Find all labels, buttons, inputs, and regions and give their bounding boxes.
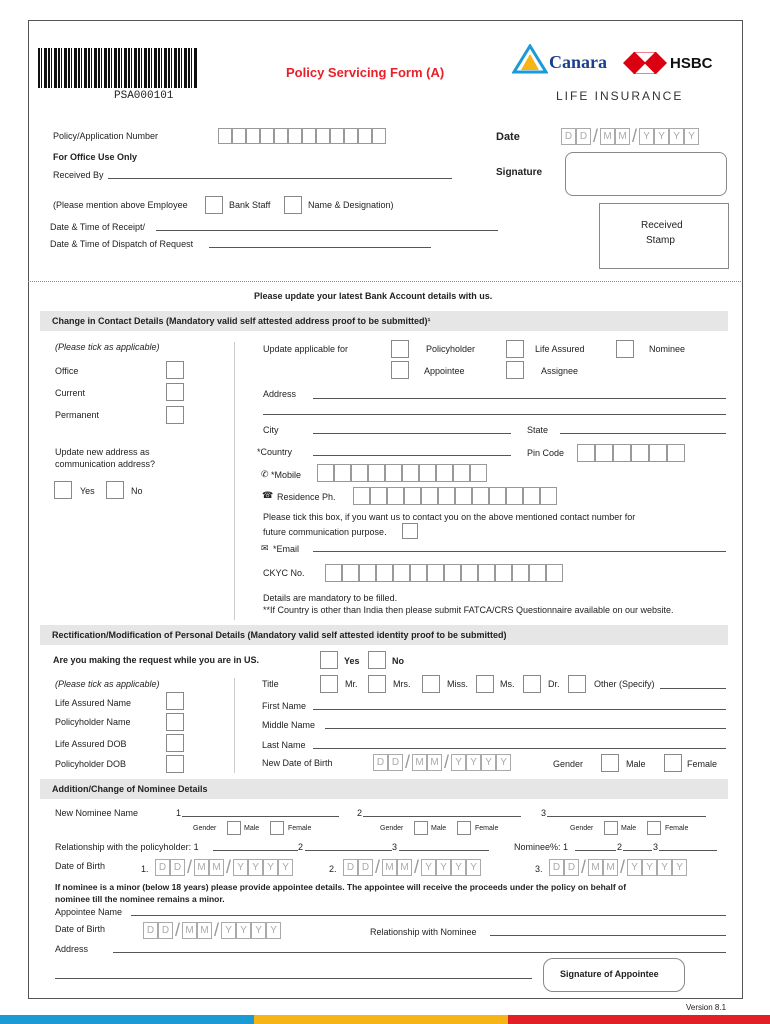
gender-1-male-label: Male bbox=[244, 825, 260, 832]
tick-box-note-1: Please tick this box, if you want us to contact you on the above mentioned contact number for bbox=[263, 512, 636, 522]
nominee-1-line[interactable] bbox=[182, 816, 339, 817]
male-label: Male bbox=[626, 759, 646, 769]
nominee-2-line[interactable] bbox=[363, 816, 521, 817]
gender-2-male-label: Male bbox=[431, 825, 447, 832]
appointee-address-line-2[interactable] bbox=[55, 978, 532, 979]
permanent-checkbox[interactable] bbox=[166, 406, 184, 424]
update-new-address-1: Update new address as bbox=[55, 447, 150, 457]
gender-1-female-label: Female bbox=[288, 825, 312, 832]
received-by-line[interactable] bbox=[108, 178, 452, 179]
bank-staff-checkbox[interactable] bbox=[205, 196, 223, 214]
address-no-label: No bbox=[131, 486, 143, 496]
nominee-3-num: 3 bbox=[541, 808, 547, 818]
personal-tick-label: (Please tick as applicable) bbox=[55, 679, 160, 689]
ph-name-label: Policyholder Name bbox=[55, 717, 131, 727]
date-field[interactable]: D D / M M / Y Y Y Y bbox=[561, 128, 699, 145]
country-label: *Country bbox=[257, 447, 293, 457]
city-label: City bbox=[263, 425, 279, 435]
life-assured-checkbox[interactable] bbox=[506, 340, 524, 358]
form-title: Policy Servicing Form (A) bbox=[286, 65, 445, 80]
relationship-3-line[interactable] bbox=[399, 850, 489, 851]
us-no-label: No bbox=[392, 656, 404, 666]
nominee-3-line[interactable] bbox=[547, 816, 706, 817]
mr-label: Mr. bbox=[345, 679, 358, 689]
relationship-2-line[interactable] bbox=[305, 850, 392, 851]
dr-checkbox[interactable] bbox=[523, 675, 541, 693]
pin-code-label: Pin Code bbox=[527, 448, 565, 458]
first-name-label: First Name bbox=[262, 701, 307, 711]
permanent-label: Permanent bbox=[55, 410, 100, 420]
pct-2-line[interactable] bbox=[623, 850, 652, 851]
miss-label: Miss. bbox=[447, 679, 468, 689]
life-assured-label: Life Assured bbox=[535, 344, 585, 354]
middle-name-line[interactable] bbox=[325, 728, 726, 729]
gender-2-female[interactable] bbox=[457, 821, 471, 835]
us-no-checkbox[interactable] bbox=[368, 651, 386, 669]
office-use-label: For Office Use Only bbox=[53, 152, 138, 162]
policy-number-boxes[interactable] bbox=[218, 128, 386, 144]
nominee-dob-3[interactable]: D D / M M / Y Y Y Y bbox=[549, 859, 687, 876]
ckyc-label: CKYC No. bbox=[263, 568, 305, 578]
pct-1-line[interactable] bbox=[575, 850, 616, 851]
appointee-label: Appointee bbox=[424, 366, 465, 376]
relationship-1-line[interactable] bbox=[213, 850, 298, 851]
new-dob-field[interactable]: D D / M M / Y Y Y Y bbox=[373, 754, 511, 771]
assignee-checkbox[interactable] bbox=[506, 361, 524, 379]
stamp-line1: Received bbox=[641, 220, 683, 231]
brand-sub: LIFE INSURANCE bbox=[556, 89, 684, 103]
footnote-1: Details are mandatory to be filled. bbox=[263, 593, 398, 603]
dotted-divider bbox=[28, 281, 741, 282]
pct-3-num: 3 bbox=[653, 842, 659, 852]
mrs-label: Mrs. bbox=[393, 679, 411, 689]
signature-label: Signature bbox=[496, 167, 543, 178]
title-label: Title bbox=[262, 679, 279, 689]
address-no-checkbox[interactable] bbox=[106, 481, 124, 499]
first-name-line[interactable] bbox=[313, 709, 726, 710]
us-yes-checkbox[interactable] bbox=[320, 651, 338, 669]
state-label: State bbox=[527, 425, 549, 435]
current-checkbox[interactable] bbox=[166, 383, 184, 401]
gender-3-male[interactable] bbox=[604, 821, 618, 835]
dr-label: Dr. bbox=[548, 679, 560, 689]
nominee-label: Nominee bbox=[649, 344, 686, 354]
la-dob-label: Life Assured DOB bbox=[55, 739, 127, 749]
barcode bbox=[38, 48, 198, 88]
contact-tick-label: (Please tick as applicable) bbox=[55, 342, 160, 352]
phone-icon: ✆ bbox=[261, 469, 269, 479]
gender-3-label: Gender bbox=[570, 825, 594, 832]
gender-3-female-label: Female bbox=[665, 825, 689, 832]
bank-note: Please update your latest Bank Account details with us. bbox=[254, 291, 493, 301]
ph-dob-label: Policyholder DOB bbox=[55, 759, 127, 769]
last-name-label: Last Name bbox=[262, 740, 306, 750]
new-nominee-label: New Nominee Name bbox=[55, 808, 139, 818]
address-line-1[interactable] bbox=[313, 398, 726, 399]
canara-logo-icon bbox=[512, 44, 548, 74]
ph-dob-checkbox[interactable] bbox=[166, 755, 184, 773]
policyholder-checkbox[interactable] bbox=[391, 340, 409, 358]
appointee-dob-field[interactable]: D D / M M / Y Y Y Y bbox=[143, 922, 281, 939]
gender-2-label: Gender bbox=[380, 825, 404, 832]
assignee-label: Assignee bbox=[541, 366, 579, 376]
la-dob-checkbox[interactable] bbox=[166, 734, 184, 752]
pct-3-line[interactable] bbox=[659, 850, 717, 851]
other-label: Other (Specify) bbox=[594, 679, 655, 689]
mr-checkbox[interactable] bbox=[320, 675, 338, 693]
email-icon: ✉ bbox=[261, 543, 269, 553]
gender-1-male[interactable] bbox=[227, 821, 241, 835]
male-checkbox[interactable] bbox=[601, 754, 619, 772]
contact-consent-checkbox[interactable] bbox=[402, 523, 418, 539]
residence-boxes[interactable] bbox=[353, 487, 557, 505]
residence-label: Residence Ph. bbox=[277, 492, 336, 502]
address-line-2[interactable] bbox=[263, 414, 726, 415]
ms-label: Ms. bbox=[500, 679, 515, 689]
appointee-signature-label: Signature of Appointee bbox=[560, 969, 659, 979]
gender-1-label: Gender bbox=[193, 825, 217, 832]
personal-divider bbox=[234, 678, 235, 773]
nominee-2-num: 2 bbox=[357, 808, 363, 818]
last-name-line[interactable] bbox=[313, 748, 726, 749]
middle-name-label: Middle Name bbox=[262, 720, 316, 730]
ph-name-checkbox[interactable] bbox=[166, 713, 184, 731]
relationship-2-num: 2 bbox=[298, 842, 304, 852]
appointee-address-label: Address bbox=[55, 944, 89, 954]
pct-2-num: 2 bbox=[617, 842, 623, 852]
receipt-label: Date & Time of Receipt/ bbox=[50, 222, 146, 232]
gender-label: Gender bbox=[553, 759, 584, 769]
relationship-3-num: 3 bbox=[392, 842, 398, 852]
appointee-checkbox[interactable] bbox=[391, 361, 409, 379]
personal-section-header: Rectification/Modification of Personal Details (Mandatory valid self attested identity proof to be submitted) bbox=[40, 625, 728, 645]
brand-canara: Canara bbox=[549, 52, 607, 72]
relationship-nominee-label: Relationship with Nominee bbox=[370, 927, 477, 937]
gender-1-female[interactable] bbox=[270, 821, 284, 835]
la-name-checkbox[interactable] bbox=[166, 692, 184, 710]
mobile-boxes[interactable] bbox=[317, 464, 487, 482]
office-checkbox[interactable] bbox=[166, 361, 184, 379]
pin-code-boxes[interactable] bbox=[577, 444, 685, 462]
female-label: Female bbox=[687, 759, 718, 769]
new-dob-label: New Date of Birth bbox=[262, 758, 333, 768]
minor-note-1: If nominee is a minor (below 18 years) please provide appointee details. The appointee will receive the proceeds under the policy on behalf of bbox=[55, 882, 627, 892]
dispatch-label: Date & Time of Dispatch of Request bbox=[50, 239, 194, 249]
footer-stripe bbox=[0, 1015, 770, 1024]
contact-section-header: Change in Contact Details (Mandatory valid self attested address proof to be submitted)¹ bbox=[40, 311, 728, 331]
us-question: Are you making the request while you are in US. bbox=[53, 655, 260, 665]
miss-checkbox[interactable] bbox=[422, 675, 440, 693]
policy-number-label: Policy/Application Number bbox=[53, 131, 159, 141]
appointee-dob-label: Date of Birth bbox=[55, 924, 106, 934]
dob-2-num: 2. bbox=[329, 864, 337, 874]
hsbc-logo-icon bbox=[623, 52, 667, 74]
country-line[interactable] bbox=[313, 455, 511, 456]
current-label: Current bbox=[55, 388, 86, 398]
nominee-checkbox[interactable] bbox=[616, 340, 634, 358]
dispatch-line[interactable] bbox=[209, 247, 431, 248]
minor-note-2: nominee till the nominee remains a minor. bbox=[55, 894, 225, 904]
email-line[interactable] bbox=[313, 551, 726, 552]
other-checkbox[interactable] bbox=[568, 675, 586, 693]
barcode-text: PSA000101 bbox=[114, 90, 174, 102]
gender-3-male-label: Male bbox=[621, 825, 637, 832]
appointee-name-label: Appointee Name bbox=[55, 907, 123, 917]
telephone-icon: ☎ bbox=[262, 490, 274, 500]
state-line[interactable] bbox=[560, 433, 726, 434]
brand-hsbc: HSBC bbox=[670, 55, 713, 72]
office-label: Office bbox=[55, 366, 79, 376]
nominee-pct-label: Nominee%: 1 bbox=[514, 842, 569, 852]
ckyc-boxes[interactable] bbox=[325, 564, 563, 582]
city-line[interactable] bbox=[313, 433, 511, 434]
email-label: *Email bbox=[273, 544, 300, 554]
update-new-address-2: communication address? bbox=[55, 459, 156, 469]
gender-2-female-label: Female bbox=[475, 825, 499, 832]
bank-staff-label: Bank Staff bbox=[229, 200, 271, 210]
policyholder-label: Policyholder bbox=[426, 344, 476, 354]
date-label: Date bbox=[496, 131, 520, 143]
nominee-dob-1[interactable]: D D / M M / Y Y Y Y bbox=[155, 859, 293, 876]
version-label: Version 8.1 bbox=[686, 1003, 727, 1012]
stamp-line2: Stamp bbox=[646, 235, 675, 246]
mention-label: (Please mention above Employee bbox=[53, 200, 188, 210]
la-name-label: Life Assured Name bbox=[55, 698, 132, 708]
name-designation-label: Name & Designation) bbox=[308, 200, 394, 210]
ms-checkbox[interactable] bbox=[476, 675, 494, 693]
signature-box[interactable] bbox=[565, 152, 727, 196]
received-by-label: Received By bbox=[53, 170, 104, 180]
gender-3-female[interactable] bbox=[647, 821, 661, 835]
mrs-checkbox[interactable] bbox=[368, 675, 386, 693]
name-designation-checkbox[interactable] bbox=[284, 196, 302, 214]
nominee-dob-2[interactable]: D D / M M / Y Y Y Y bbox=[343, 859, 481, 876]
nominee-section-header: Addition/Change of Nominee Details bbox=[40, 779, 728, 799]
gender-2-male[interactable] bbox=[414, 821, 428, 835]
other-line[interactable] bbox=[660, 688, 726, 689]
footnote-2: **If Country is other than India then please submit FATCA/CRS Questionnaire available on our website. bbox=[263, 605, 674, 615]
dob-1-num: 1. bbox=[141, 864, 149, 874]
female-checkbox[interactable] bbox=[664, 754, 682, 772]
address-yes-checkbox[interactable] bbox=[54, 481, 72, 499]
mobile-label: *Mobile bbox=[271, 470, 302, 480]
tick-box-note-2: future communication purpose. bbox=[263, 527, 387, 537]
relationship-label: Relationship with the policyholder: 1 bbox=[55, 842, 199, 852]
nominee-dob-label: Date of Birth bbox=[55, 861, 106, 871]
relationship-nominee-line[interactable] bbox=[490, 935, 726, 936]
dob-3-num: 3. bbox=[535, 864, 543, 874]
nominee-1-num: 1 bbox=[176, 808, 182, 818]
address-label: Address bbox=[263, 389, 297, 399]
us-yes-label: Yes bbox=[344, 656, 360, 666]
address-yes-label: Yes bbox=[80, 486, 95, 496]
appointee-address-line-1[interactable] bbox=[113, 952, 726, 953]
update-for-label: Update applicable for bbox=[263, 344, 349, 354]
receipt-line[interactable] bbox=[156, 230, 498, 231]
contact-divider bbox=[234, 342, 235, 620]
appointee-name-line[interactable] bbox=[131, 915, 726, 916]
